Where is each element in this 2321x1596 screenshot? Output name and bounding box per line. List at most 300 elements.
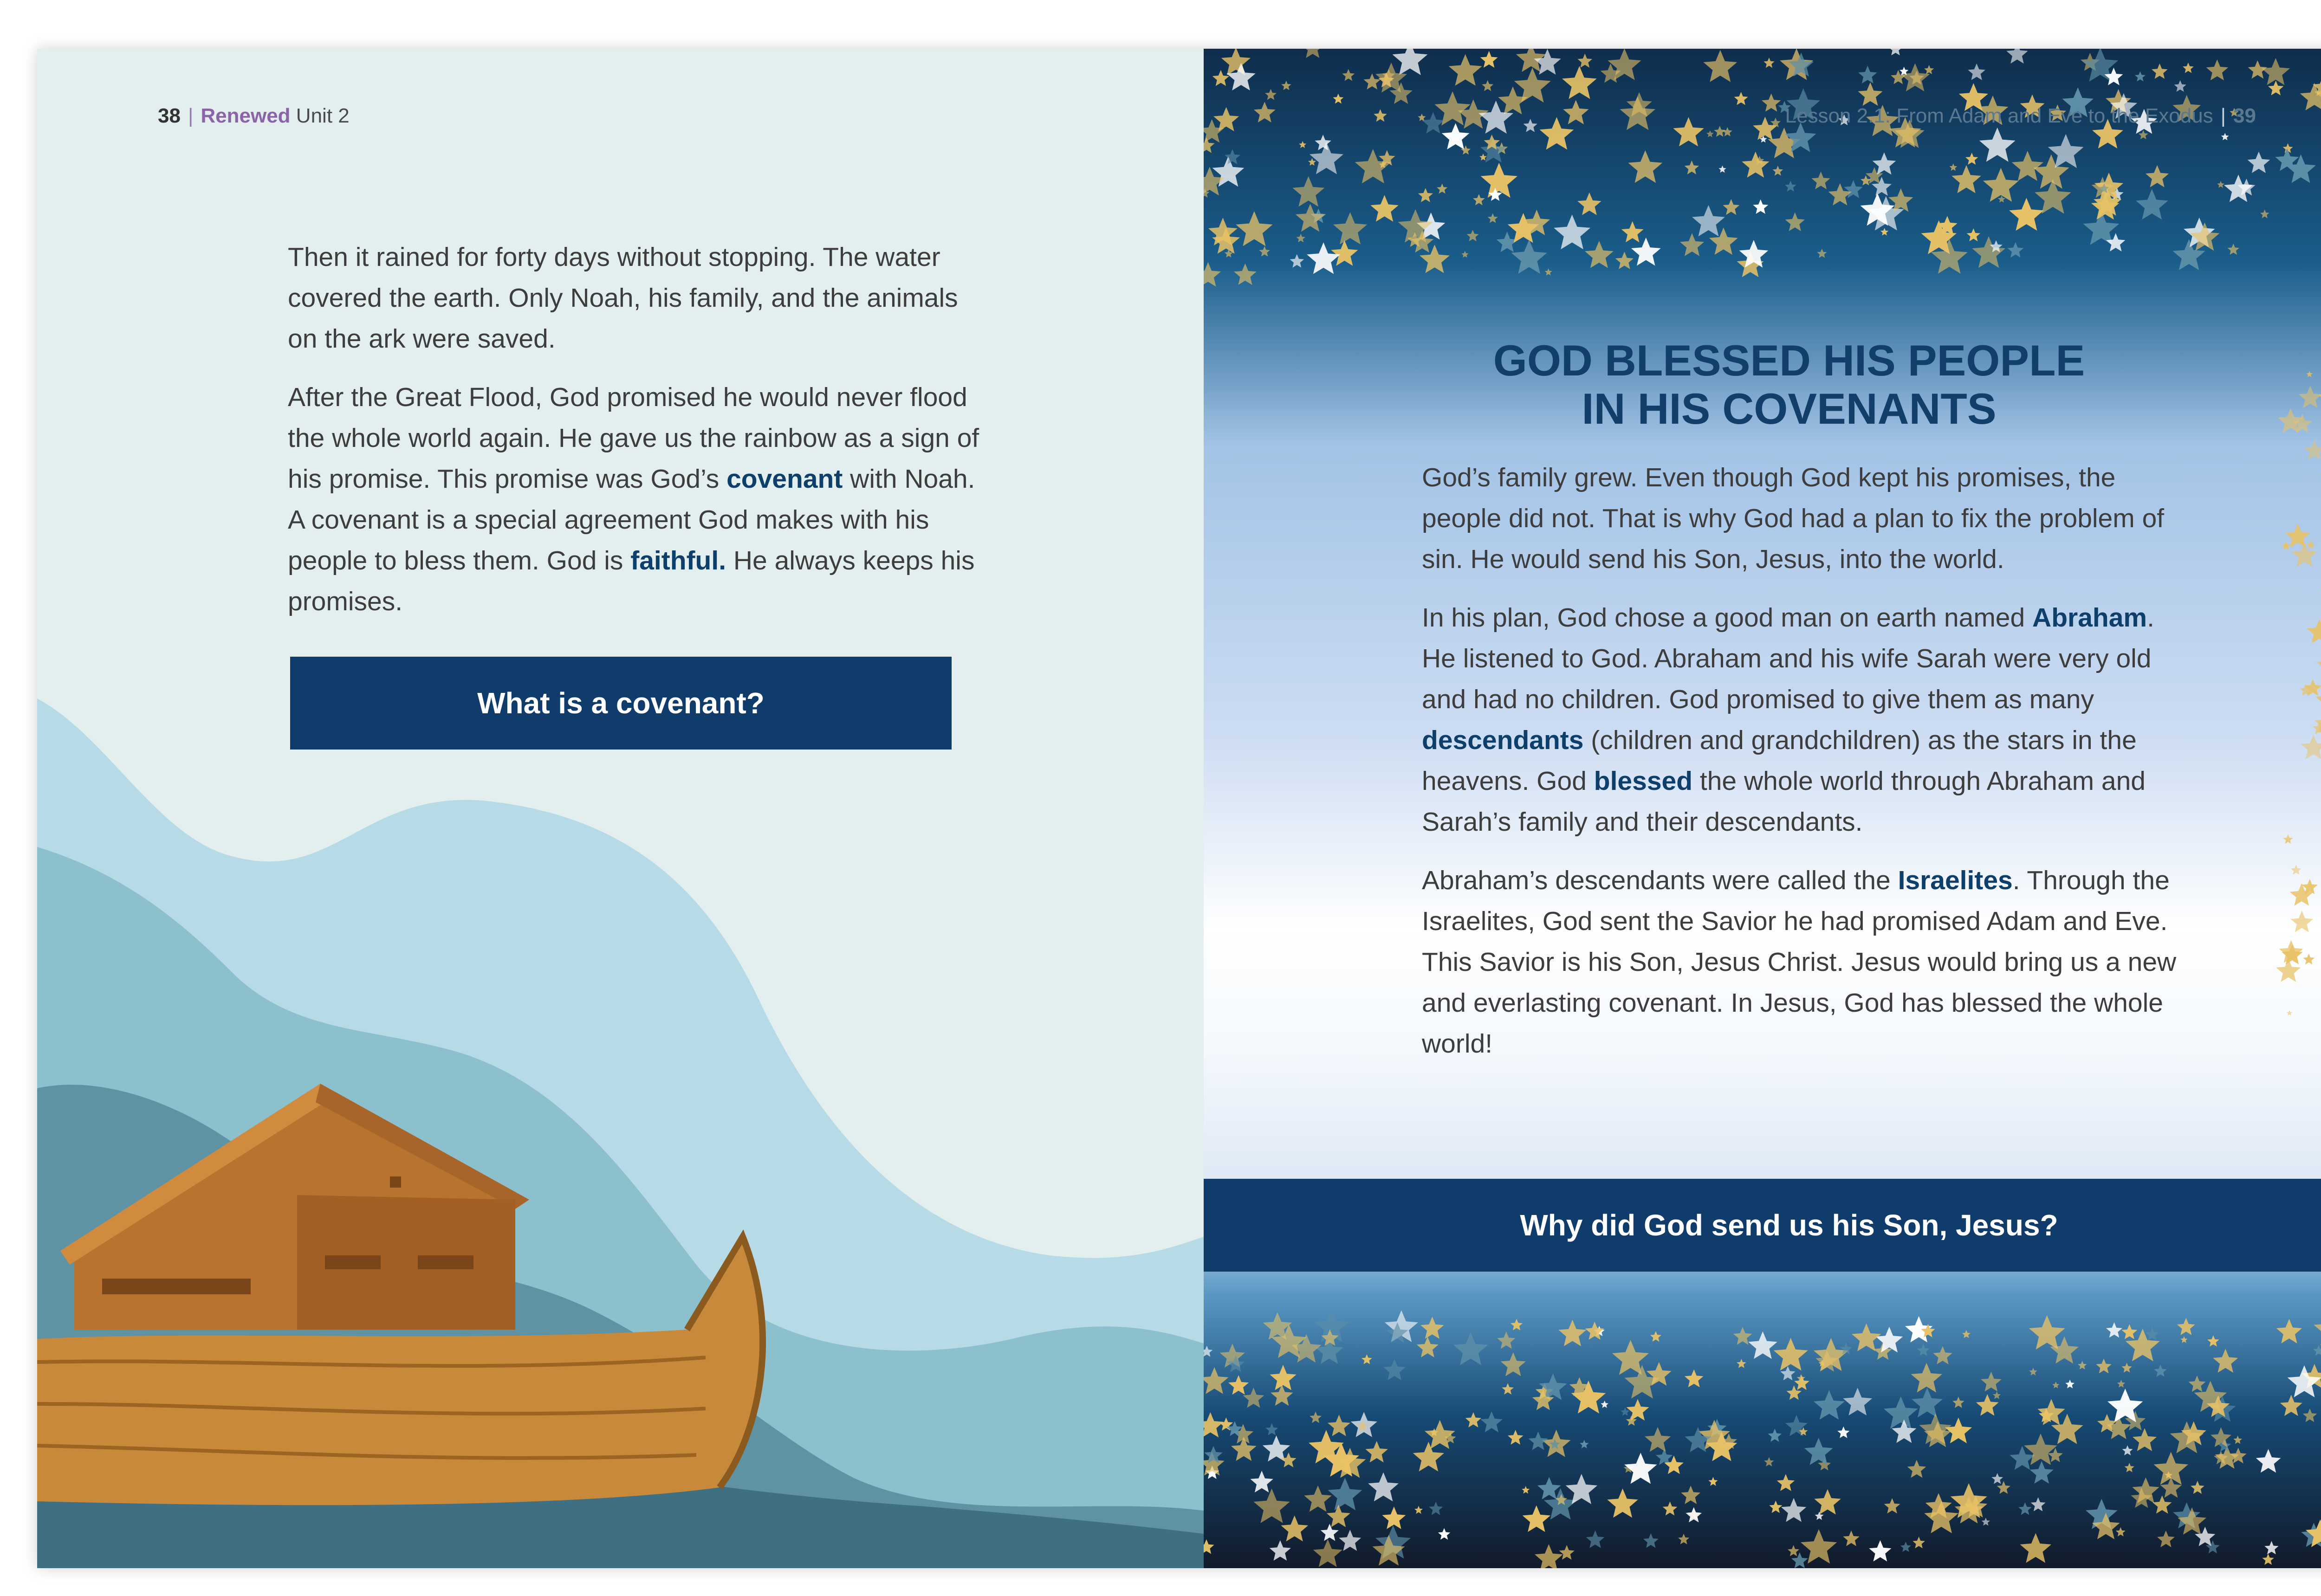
star-icon — [1884, 1498, 1900, 1513]
star-icon — [1708, 1477, 1718, 1486]
keyword-term: Abraham — [2032, 603, 2147, 633]
star-icon — [2018, 1502, 2031, 1515]
star-icon — [2146, 165, 2169, 187]
star-icon — [2301, 735, 2321, 759]
star-icon — [2317, 654, 2321, 676]
star-icon — [1913, 1537, 1925, 1548]
star-icon — [2146, 1328, 2159, 1341]
star-icon — [1563, 100, 1588, 124]
keyword-term: descendants — [1422, 725, 1584, 755]
star-icon — [1889, 49, 1903, 55]
star-icon — [2122, 1445, 2133, 1455]
star-icon — [1888, 188, 1913, 212]
star-icon — [1420, 1317, 1444, 1339]
star-icon — [2065, 1380, 2075, 1389]
star-icon — [1522, 1486, 1530, 1493]
star-icon — [2191, 1481, 2204, 1494]
star-icon — [1843, 1388, 1872, 1415]
star-icon — [1438, 1528, 1450, 1540]
star-icon — [2189, 1376, 2206, 1392]
text-run: the whole world through Abraham and Sarah’s family and their descendants. — [1422, 766, 2146, 837]
star-icon — [1342, 69, 1355, 81]
star-icon — [1631, 238, 1661, 266]
star-icon — [1418, 188, 1433, 202]
star-icon — [1535, 1544, 1563, 1568]
star-icon — [1880, 228, 1888, 235]
star-icon — [1912, 1388, 1943, 1417]
star-icon — [1414, 1506, 1423, 1514]
star-icon — [2262, 1554, 2274, 1565]
text-run: Then it rained for forty days without stopping. The water covered the earth. Only Noah, his family, and the animals on the ark were saved. — [288, 242, 958, 354]
star-icon — [1254, 1489, 1290, 1523]
star-icon — [1236, 211, 1272, 246]
star-icon — [1479, 154, 1487, 161]
star-icon — [1524, 119, 1537, 132]
star-icon — [1706, 130, 1714, 137]
star-icon — [1791, 1552, 1808, 1568]
star-icon — [1501, 1352, 1526, 1376]
star-icon — [1482, 80, 1493, 91]
star-icon — [1753, 116, 1777, 140]
star-icon — [1718, 166, 1726, 173]
star-icon — [1769, 1500, 1782, 1513]
star-icon — [1585, 241, 1614, 268]
paragraph — [1422, 860, 2192, 1064]
star-icon — [1508, 1430, 1524, 1445]
star-icon — [1723, 199, 1739, 215]
star-icon — [1714, 126, 1725, 137]
paragraph — [1422, 597, 2192, 842]
star-icon — [1907, 1460, 1926, 1478]
star-icon — [2307, 619, 2321, 643]
star-icon — [1331, 240, 1358, 266]
star-icon — [2009, 198, 2043, 231]
star-icon — [1374, 109, 1387, 122]
star-icon — [2133, 1428, 2157, 1451]
keyword-term: Israelites — [1898, 866, 2013, 895]
star-icon — [1945, 1417, 1972, 1443]
star-icon — [1924, 65, 1934, 74]
star-icon — [2152, 1495, 2172, 1513]
star-icon — [1365, 1441, 1388, 1462]
star-icon — [1465, 1412, 1482, 1428]
star-icon — [1628, 150, 1662, 183]
star-icon — [1529, 1432, 1548, 1450]
star-icon — [1243, 1388, 1264, 1408]
star-icon — [1815, 1512, 1824, 1520]
star-icon — [1480, 51, 1498, 68]
brand-name: Renewed — [201, 104, 291, 127]
star-icon — [1858, 82, 1883, 106]
question-text: What is a covenant? — [477, 686, 765, 720]
title-line-1: GOD BLESSED HIS PEOPLE — [1493, 336, 2085, 385]
page-number: 39 — [2233, 104, 2256, 127]
text-run: (children and grandchildren) as the stars in the heavens. God — [1422, 725, 2137, 796]
star-icon — [1585, 1322, 1604, 1340]
text-run: . He listened to God. Abraham and his wife Sarah were very old and had no children. God promised to give them as many — [1422, 603, 2154, 714]
text-run: . Through the Israelites, God sent the Savior he had promised Adam and Eve. This Savior is his Son, Jesus Christ. Jesus would bring us a new and everlasting covenant. In Jesus, God has blessed the whole world! — [1422, 866, 2177, 1059]
unit-label: Unit 2 — [296, 104, 350, 127]
question-box-jesus — [1204, 1179, 2321, 1272]
star-icon — [2116, 1527, 2126, 1537]
star-icon — [1773, 166, 1783, 176]
star-icon — [1554, 214, 1590, 249]
star-icon — [2183, 63, 2194, 73]
star-icon — [1263, 1435, 1290, 1461]
star-icon — [1685, 1370, 1704, 1388]
star-icon — [1382, 1506, 1406, 1529]
star-icon — [2006, 49, 2028, 64]
star-icon — [2007, 242, 2023, 258]
star-icon — [1467, 230, 1479, 241]
star-icon — [2052, 1382, 2059, 1389]
star-icon — [1308, 158, 1316, 166]
star-icon — [1723, 127, 1732, 136]
star-icon — [1748, 1331, 1777, 1359]
star-icon — [1498, 86, 1527, 114]
star-icon — [1231, 1437, 1257, 1461]
star-icon — [1290, 254, 1304, 268]
star-icon — [2313, 1345, 2321, 1356]
star-icon — [1368, 1473, 1399, 1502]
star-icon — [2135, 71, 2146, 82]
star-icon — [1558, 1320, 1586, 1346]
star-icon — [2174, 80, 2186, 92]
star-icon — [1763, 58, 1774, 68]
star-icon — [1645, 1427, 1671, 1452]
star-icon — [1601, 1401, 1608, 1408]
keyword-term: faithful. — [630, 546, 726, 575]
star-icon — [1429, 1502, 1443, 1515]
star-icon — [1781, 1498, 1806, 1522]
star-icon — [1624, 1453, 1657, 1484]
title-line-2: IN HIS COVENANTS — [1582, 384, 1997, 433]
star-icon — [2213, 1349, 2238, 1372]
star-icon — [1313, 1539, 1342, 1567]
star-icon — [1681, 1486, 1700, 1504]
star-icon — [1204, 1367, 1229, 1394]
star-icon — [2228, 244, 2239, 255]
question-box-covenant — [290, 657, 952, 750]
star-icon — [1328, 1415, 1350, 1436]
star-icon — [1692, 205, 1725, 236]
star-icon — [1764, 1457, 1774, 1467]
star-icon — [1418, 114, 1426, 121]
star-icon — [1562, 66, 1597, 99]
paragraph — [288, 237, 993, 359]
star-icon — [1453, 1332, 1488, 1365]
star-icon — [2306, 540, 2315, 549]
star-icon — [1703, 50, 1737, 82]
star-icon — [1296, 204, 1325, 232]
star-icon — [1911, 1363, 1942, 1393]
star-icon — [2282, 541, 2291, 550]
star-icon — [2221, 133, 2229, 140]
star-icon — [1383, 1359, 1406, 1380]
star-icon — [2180, 1336, 2187, 1343]
star-icon — [1559, 1545, 1575, 1560]
star-icon — [1523, 1506, 1550, 1532]
star-icon — [1774, 1338, 1808, 1371]
star-icon — [1577, 193, 1601, 215]
star-icon — [1204, 1346, 1212, 1357]
star-icon — [1265, 1423, 1278, 1435]
text-run: God’s family grew. Even though God kept his promises, the people did not. That is why God had a plan to fix the problem of sin. He would send his Son, Jesus, into the world. — [1422, 463, 2165, 574]
star-icon — [2029, 1315, 2065, 1350]
star-icon — [2177, 1318, 2195, 1335]
star-icon — [2122, 1363, 2132, 1372]
star-icon — [1586, 1531, 1605, 1548]
star-icon — [1437, 184, 1447, 194]
star-icon — [1884, 1396, 1918, 1429]
star-icon — [2233, 1435, 2242, 1444]
right-page-header: Lesson 2.1: From Adam and Eve to the Exodus | 39 — [1785, 104, 2256, 127]
star-icon — [1296, 234, 1305, 243]
star-icon — [1663, 1501, 1678, 1515]
star-icon — [1310, 1412, 1322, 1423]
star-icon — [1292, 176, 1324, 207]
star-icon — [2290, 911, 2313, 932]
star-icon — [1480, 1411, 1503, 1432]
star-icon — [1228, 1375, 1249, 1395]
star-icon — [1962, 1330, 1971, 1338]
star-icon — [2029, 1368, 2037, 1376]
star-icon — [1678, 1534, 1689, 1544]
star-icon — [1753, 200, 1768, 214]
text-run: Abraham’s descendants were called the — [1422, 866, 1898, 895]
star-icon — [2012, 151, 2043, 181]
star-icon — [1304, 1486, 1332, 1512]
star-icon — [1972, 236, 2005, 268]
star-icon — [1580, 1440, 1588, 1448]
star-icon — [1422, 112, 1445, 134]
star-icon — [1965, 153, 1978, 165]
star-icon — [1327, 1505, 1350, 1527]
star-icon — [1837, 1427, 1849, 1438]
star-icon — [1361, 1354, 1372, 1364]
star-icon — [1828, 183, 1852, 206]
left-page — [37, 49, 1204, 1568]
star-icon — [2303, 1409, 2317, 1422]
star-icon — [2136, 189, 2168, 220]
star-icon — [1814, 1489, 1841, 1515]
star-icon — [2217, 181, 2224, 188]
text-run: with Noah. A covenant is a special agreement God makes with his people to bless them. God is — [288, 464, 975, 575]
star-icon — [1621, 221, 1644, 242]
star-icon — [1843, 1531, 1859, 1546]
star-icon — [2020, 1533, 2052, 1563]
star-icon — [1804, 1438, 1833, 1465]
star-icon — [1814, 1390, 1845, 1420]
star-icon — [2207, 1335, 2219, 1346]
left-body-text — [288, 237, 993, 640]
star-icon — [1869, 1540, 1891, 1562]
star-icon — [1204, 1412, 1224, 1437]
book-spread — [37, 49, 2321, 1568]
star-icon — [1511, 1319, 1523, 1331]
star-icon — [1673, 117, 1704, 146]
star-icon — [1461, 251, 1468, 258]
star-icon — [1785, 213, 1805, 231]
star-icon — [1333, 212, 1367, 245]
star-icon — [2224, 174, 2253, 202]
star-icon — [2190, 222, 2219, 251]
star-icon — [1817, 249, 1827, 258]
star-icon — [1307, 242, 1340, 274]
star-icon — [2260, 210, 2269, 219]
star-icon — [1392, 49, 1427, 75]
star-icon — [2154, 1364, 2167, 1376]
text-run: After the Great Flood, God promised he would never flood the whole world again. He gave us the rainbow as a sign of his promise. This promise was God’s — [288, 382, 979, 494]
star-icon — [2287, 1010, 2292, 1015]
star-icon — [1545, 268, 1552, 275]
star-icon — [1254, 102, 1276, 122]
star-icon — [2314, 1312, 2321, 1345]
star-icon — [1321, 1524, 1339, 1541]
star-icon — [1991, 1473, 2003, 1484]
star-icon — [1511, 240, 1547, 274]
star-icon — [1968, 64, 1985, 80]
star-icon — [1967, 228, 1980, 241]
star-icon — [1502, 1383, 1514, 1395]
star-icon — [1370, 195, 1398, 221]
star-icon — [1643, 1533, 1659, 1548]
star-icon — [1997, 1481, 2010, 1494]
star-icon — [1993, 1391, 2001, 1399]
star-icon — [1917, 1344, 1930, 1356]
star-icon — [1270, 1540, 1291, 1561]
star-icon — [1979, 128, 2016, 162]
star-icon — [1328, 1478, 1362, 1510]
star-icon — [1982, 1518, 1990, 1525]
star-icon — [1861, 175, 1871, 186]
section-title — [1204, 336, 2321, 433]
star-icon — [1251, 1471, 1273, 1493]
star-icon — [1281, 81, 1291, 90]
star-icon — [1607, 1488, 1638, 1518]
star-icon — [1449, 54, 1482, 86]
right-body-text — [1422, 457, 2192, 1082]
star-icon — [1302, 49, 1323, 58]
star-icon — [2157, 1531, 2175, 1547]
star-icon — [2031, 1497, 2046, 1511]
star-icon — [1777, 1474, 1795, 1491]
star-icon — [1615, 252, 1634, 269]
star-icon — [1204, 1539, 1214, 1554]
star-icon — [2248, 152, 2270, 173]
star-icon — [1221, 49, 1251, 75]
star-icon — [2096, 1358, 2112, 1373]
text-run: He always keeps his promises. — [288, 546, 975, 616]
star-icon — [1812, 172, 1830, 189]
star-icon — [2035, 179, 2071, 214]
star-icon — [2078, 1361, 2087, 1370]
star-icon — [1900, 63, 1930, 91]
star-icon — [1488, 213, 1498, 223]
star-icon — [1259, 246, 1270, 256]
star-icon — [2152, 64, 2168, 79]
star-icon — [1339, 1530, 1361, 1551]
star-icon — [2304, 440, 2321, 459]
star-icon — [2125, 1463, 2134, 1472]
star-icon — [1281, 1516, 1308, 1542]
right-page — [1204, 49, 2321, 1568]
star-icon — [1983, 168, 2019, 202]
star-icon — [1204, 262, 1221, 287]
star-icon — [2206, 59, 2228, 80]
star-icon — [2276, 1319, 2302, 1344]
left-page-header: 38 | Renewed Unit 2 — [158, 104, 350, 127]
lesson-label: Lesson 2.1: From Adam and Eve to the Exodus — [1785, 104, 2213, 127]
paragraph — [288, 377, 993, 622]
star-icon — [2285, 523, 2310, 547]
star-icon — [1951, 165, 1981, 194]
page-number: 38 — [158, 104, 181, 127]
star-icon — [1497, 1331, 1515, 1349]
star-icon — [1788, 1545, 1799, 1556]
star-icon — [2037, 1399, 2065, 1425]
star-icon — [1413, 1442, 1444, 1472]
star-icon — [1627, 1399, 1649, 1421]
star-icon — [1270, 1365, 1296, 1390]
star-icon — [1481, 163, 1517, 198]
text-run: In his plan, God chose a good man on earth named — [1422, 603, 2033, 633]
star-icon — [1742, 152, 1769, 178]
star-icon — [1768, 1428, 1782, 1441]
star-icon — [1577, 54, 1592, 68]
star-icon — [1685, 161, 1699, 174]
star-icon — [2256, 1449, 2281, 1473]
star-icon — [2264, 1541, 2278, 1554]
star-icon — [1212, 70, 1229, 86]
star-icon — [1333, 94, 1343, 104]
star-icon — [2291, 865, 2302, 875]
star-icon — [1981, 1372, 2002, 1391]
star-icon — [2121, 1324, 2137, 1339]
star-icon — [1952, 1397, 1964, 1408]
star-icon — [1949, 163, 1957, 171]
question-text: Why did God send us his Son, Jesus? — [1520, 1208, 2058, 1242]
star-icon — [2283, 834, 2293, 844]
star-icon — [1762, 93, 1781, 111]
star-icon — [2280, 1395, 2302, 1416]
star-icon — [1299, 141, 1306, 148]
star-icon — [1900, 1542, 1911, 1552]
star-icon — [2139, 130, 2148, 139]
keyword-term: covenant — [726, 464, 843, 494]
star-icon — [2178, 1507, 2206, 1535]
star-icon — [2117, 1380, 2126, 1388]
star-icon — [1566, 1474, 1597, 1504]
star-icon — [1686, 1507, 1702, 1522]
star-icon — [1265, 89, 1277, 100]
star-icon — [1310, 142, 1343, 174]
star-icon — [1852, 1324, 1881, 1351]
keyword-term: blessed — [1594, 766, 1693, 796]
star-icon — [1737, 1359, 1746, 1368]
star-icon — [1680, 233, 1704, 256]
star-icon — [1933, 1346, 1952, 1364]
star-icon — [1785, 181, 1796, 192]
star-icon — [1734, 92, 1748, 105]
star-icon — [1534, 49, 1561, 75]
star-icon — [1650, 1331, 1661, 1342]
paragraph — [1422, 457, 2192, 580]
star-icon — [1417, 1337, 1439, 1357]
star-icon — [1858, 66, 1877, 84]
star-icon — [2106, 1322, 2122, 1338]
star-icon — [2303, 954, 2315, 965]
